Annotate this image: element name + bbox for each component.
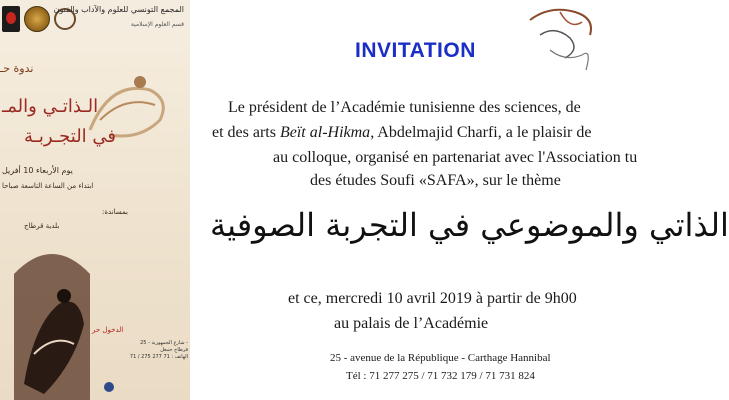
theme-arabic-title: الذاتي والموضوعي في التجربة الصوفية (210, 206, 729, 244)
invitation-line-2 (212, 124, 591, 142)
invitation-line-2-end: , Abdelmajid Charfi, a le plaisir de (370, 124, 592, 141)
academy-badge-logo (2, 6, 20, 32)
invitation-heading: INVITATION (355, 39, 476, 62)
invitation-date-line: et ce, mercredi 10 avril 2019 à partir de 9h00 (288, 290, 577, 307)
poster-municipality: بلدية قرطاج (24, 222, 60, 230)
academy-seal-logo (24, 6, 50, 32)
poster-address-line: قرطاج حنبعل (160, 347, 188, 353)
poster-footer-logo (104, 382, 114, 392)
poster-free-entry: الدخول حر (92, 326, 124, 334)
invitation-phones: Tél : 71 277 275 / 71 732 179 / 71 731 824 (346, 370, 535, 382)
poster-department-name: قسم العلوم الإسلامية (130, 21, 184, 28)
invitation-line-3: au colloque, organisé en partenariat avec l'Association tu (273, 149, 638, 166)
invitation-venue-line: au palais de l’Académie (334, 315, 489, 332)
poster-seminar-label: ندوة حـ (0, 62, 34, 75)
poster-address-line: 25 - شارع الجمهورية - (140, 340, 188, 346)
invitation-address: 25 - avenue de la République - Carthage Hannibal (330, 352, 551, 364)
institution-name: Beït al-Hikma (279, 124, 371, 141)
poster-organisation-name: المجمع التونسي للعلوم والآداب والفنون (53, 5, 184, 14)
dervish-figure-illustration (4, 234, 100, 400)
invitation-line-2-start: et des arts (212, 124, 280, 141)
invitation-line-1: Le président de l’Académie tunisienne des sciences, de (228, 99, 581, 116)
poster-title-line-1: الـذاتـي والمـ (2, 96, 99, 117)
invitation-line-4: des études Soufi «SAFA», sur le thème (310, 172, 561, 189)
poster-time: ابتداء من الساعة التاسعة صباحا (2, 182, 94, 190)
poster-support-label: بمساندة: (101, 208, 128, 216)
poster-address (108, 340, 188, 361)
poster-address-line: الهاتف : 71 277 275 / 71 (129, 354, 188, 360)
poster-date: يوم الأربعاء 10 أفريل (2, 166, 73, 175)
event-poster (0, 0, 190, 400)
poster-title-line-2: في التجـربـة (24, 126, 117, 147)
calligraphy-decoration (520, 0, 600, 80)
